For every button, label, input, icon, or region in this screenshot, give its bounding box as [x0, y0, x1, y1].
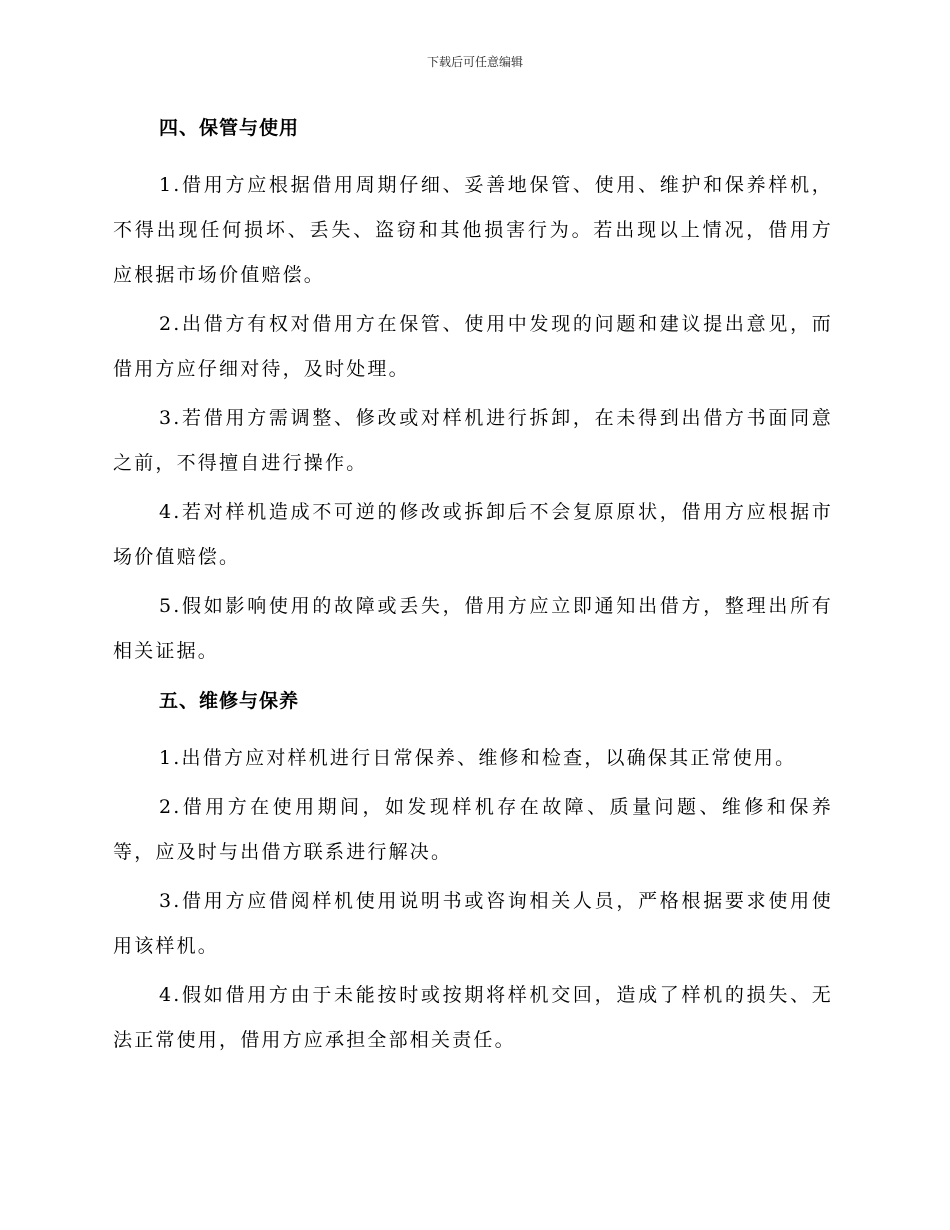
- page-header: 下载后可任意编辑: [426, 55, 523, 69]
- document-body: [113, 113, 833, 1063]
- paragraph: 3.若借用方需调整、修改或对样机进行拆卸，在未得到出借方书面同意之前，不得擅自进行操作。: [113, 407, 833, 474]
- paragraph: 5.假如影响使用的故障或丢失，借用方应立即通知出借方，整理出所有相关证据。: [113, 595, 833, 662]
- paragraph: 1.出借方应对样机进行日常保养、维修和检查，以确保其正常使用。: [159, 747, 797, 769]
- paragraph: 3.借用方应借阅样机使用说明书或咨询相关人员，严格根据要求使用使用该样机。: [113, 890, 833, 957]
- section-heading-repair-maintenance: 五、维修与保养: [159, 690, 300, 712]
- paragraph: 4.假如借用方由于未能按时或按期将样机交回，造成了样机的损失、无法正常使用，借用方应承担全部相关责任。: [113, 984, 833, 1051]
- paragraph: 2.出借方有权对借用方在保管、使用中发现的问题和建议提出意见，而借用方应仔细对待，及时处理。: [113, 313, 833, 380]
- section-heading-storage-use: 四、保管与使用: [159, 117, 300, 139]
- paragraph: 1.借用方应根据借用周期仔细、妥善地保管、使用、维护和保养样机，不得出现任何损坏、丢失、盗窃和其他损害行为。若出现以上情况，借用方应根据市场价值赔偿。: [113, 174, 833, 286]
- paragraph: 4.若对样机造成不可逆的修改或拆卸后不会复原原状，借用方应根据市场价值赔偿。: [113, 501, 833, 568]
- paragraph: 2.借用方在使用期间，如发现样机存在故障、质量问题、维修和保养等，应及时与出借方联系进行解决。: [113, 796, 833, 863]
